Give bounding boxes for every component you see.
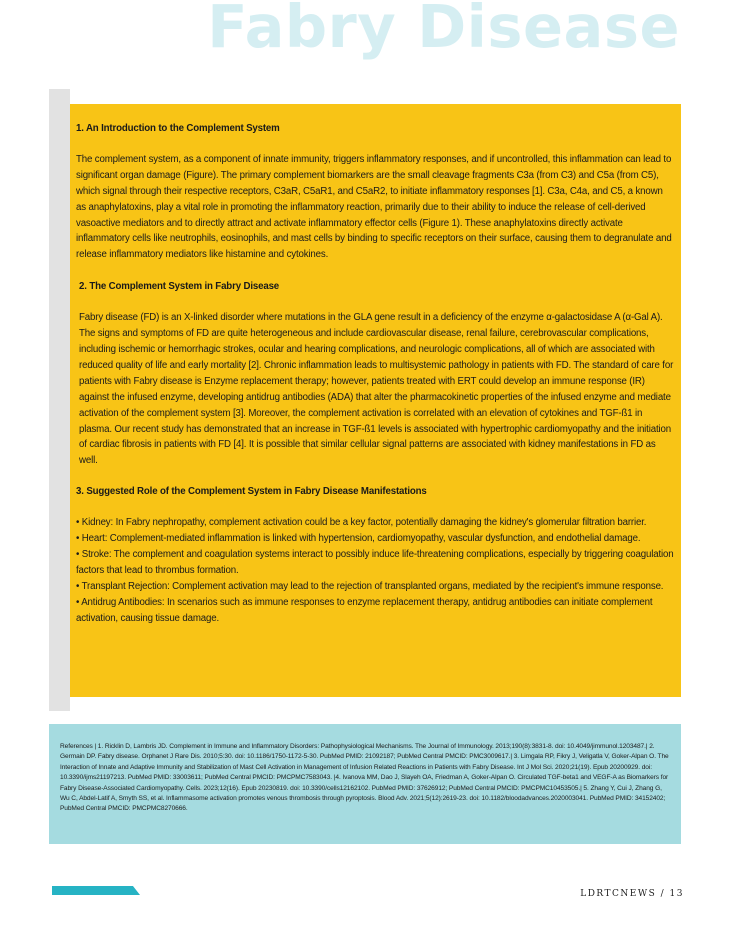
bullet-stroke: • Stroke: The complement and coagulation systems interact to possibly induce life-threatening complications, especially by triggering coagulation factors that lead to thrombus formation. (76, 548, 674, 576)
section-3-bullet-list (76, 515, 675, 626)
section-2-heading: 2. The Complement System in Fabry Disease (79, 281, 280, 293)
page-footer-label: LDRTCNEWS / 13 (580, 889, 684, 899)
page-title: Fabry Disease (207, 0, 680, 61)
section-1-heading: 1. An Introduction to the Complement System (76, 123, 280, 134)
references-text: References | 1. Ricklin D, Lambris JD. Complement in Immune and Inflammatory Disorders: Pathophysiological Mechanisms. The Journal of Immunology. 2013;190(8):3831-8. doi: 10.4049/jimmunol.1203487.| 2. Germain DP. Fabry disease. Orphanet J Rare Dis. 2010;5:30. doi: 10.1186/1750-1172-5-30. PubMed PMID: 21092187; PubMed Central PMCID: PMC3009617.| 3. Limgala RP, Fikry J, Veligatla V, Goker-Alpan O. The Interaction of Innate and Adaptive Immunity and Stabilization of Mast Cell Activation in Management of Infusion Related Reactions in Patients with Fabry Disease. Int J Mol Sci. 2020;21(19). Epub 20200929. doi: 10.3390/ijms21197213. PubMed PMID: 33003611; PubMed Central PMCID: PMCPMC7583043. |4. Ivanova MM, Dao J, Slayeh OA, Friedman A, Goker-Alpan O. Circulated TGF-beta1 and VEGF-A as Biomarkers for Fabry Disease-Associated Cardiomyopathy. Cells. 2023;12(16). Epub 20230819. doi: 10.3390/cells12162102. PubMed PMID: 37626912; PubMed Central PMCID: PMCPMC10453505.| 5. Zhang Y, Cui J, Zhang G, Wu C, Abdel-Latif A, Smyth SS, et al. Inflammasome activation promotes venous thrombosis through pyroptosis. Blood Adv. 2021;5(12):2619-23. doi: 10.1182/bloodadvances.2020003041. PubMed PMID: 34152402; PubMed Central PMCID: PMCPMC8270666. (60, 743, 669, 813)
section-2-body: Fabry disease (FD) is an X-linked disorder where mutations in the GLA gene result in a deficiency of the enzyme α-galactosidase A (α-Gal A). The signs and symptoms of FD are quite heterogeneous and include cardiovascular disease, renal failure, cerebrovascular complications, including ischemic or hemorrhagic strokes, ocular and hearing complications, and neurologic complications, all of which are associated with reduced quality of life and early mortality [2]. Chronic inflammation leads to multisystemic pathology in patients with FD. The standard of care for patients with Fabry disease is Enzyme replacement therapy; however, patients treated with ERT could develop an immune response (IR) against the infused enzyme, developing antidrug antibodies (ADA) that alter the pharmacokinetic properties of the infused enzyme and mediate activation of the complement system [3]. Moreover, the complement activation is correlated with an elevation of cytokines and TGF-ß1 in plasma. Our recent study has demonstrated that an increase in TGF-ß1 levels is associated with hypertrophic cardiomyopathy and the initiation of cardiac fibrosis in patients with FD [4]. It is possible that similar cellular signal patterns are associated with kidney manifestations in FD as well. (79, 312, 674, 467)
bullet-kidney: • Kidney: In Fabry nephropathy, complement activation could be a key factor, potentially damaging the kidney's glomerular filtration barrier. (76, 517, 647, 529)
bullet-heart: • Heart: Complement-mediated inflammation is linked with hypertension, cardiomyopathy, vascular dysfunction, and endothelial damage. (76, 533, 641, 545)
decorative-accent-tab (52, 886, 140, 895)
bullet-transplant-rejection: • Transplant Rejection: Complement activation may lead to the rejection of transplanted organs, mediated by the recipient's immune response. (76, 580, 664, 592)
section-3-heading: 3. Suggested Role of the Complement System in Fabry Disease Manifestations (76, 486, 427, 498)
references-box (49, 724, 681, 844)
decorative-side-strip (49, 89, 70, 711)
content-panel (70, 104, 681, 697)
bullet-antidrug-antibodies: • Antidrug Antibodies: In scenarios such as immune responses to enzyme replacement therapy, antidrug antibodies can initiate complement activation, causing tissue damage. (76, 596, 653, 624)
section-1-body: The complement system, as a component of innate immunity, triggers inflammatory responses, and if uncontrolled, this inflammation can lead to significant organ damage (Figure). The primary complement biomarkers are the small cleavage fragments C3a (from C3) and C5a (from C5), which signal through their respective receptors, C3aR, C5aR1, and C5aR2, to initiate inflammatory responses [1]. C3a, C4a, and C5, a known as anaphylatoxins, play a vital role in promoting the inflammatory reaction, primarily due to their ability to induce the release of cell-derived vasoactive mediators and to directly attract and activate inflammatory effector cells (Figure 1). These anaphylatoxins directly activate inflammatory cells like neutrophils, eosinophils, and mast cells by binding to specific receptors on their surface, causing them to degranulate and release inflammatory mediators like histamine and cytokines. (76, 153, 672, 261)
